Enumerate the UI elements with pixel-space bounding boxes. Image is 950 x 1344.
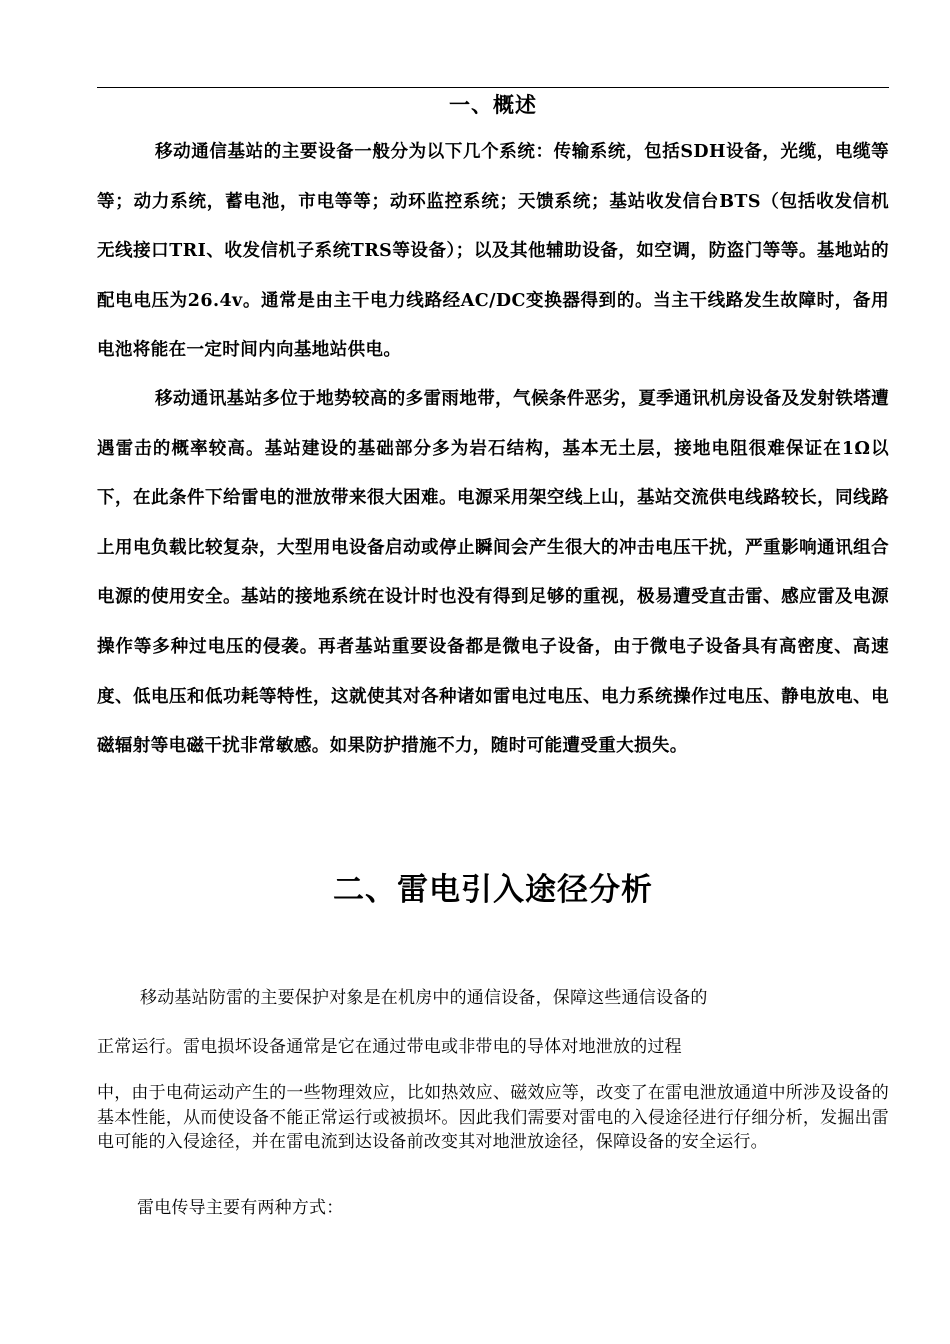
section-2-closing-line: 雷电传导主要有两种方式：: [137, 1198, 344, 1218]
section-2-paragraph-line-1: 移动基站防雷的主要保护对象是在机房中的通信设备，保障这些通信设备的: [140, 988, 708, 1008]
section-1-title: 一、概述: [449, 93, 537, 117]
section-2-paragraph-line-2: 正常运行。雷电损坏设备通常是它在通过带电或非带电的导体对地泄放的过程: [97, 1037, 682, 1057]
section-2-title: 二、雷电引入途径分析: [333, 872, 653, 908]
section-1-paragraph-2: 移动通讯基站多位于地势较高的多雷雨地带，气候条件恶劣，夏季通讯机房设备及发射铁塔遭遇雷击的概率较高。基站建设的基础部分多为岩石结构，基本无土层，接地电阻很难保证在1Ω以下，在此条件下给雷电的泄放带来很大困难。电源采用架空线上山，基站交流供电线路较长，同线路上用电负载比较复杂，大型用电设备启动或停止瞬间会产生很大的冲击电压干扰，严重影响通讯组合电源的使用安全。基站的接地系统在设计时也没有得到足够的重视，极易遭受直击雷、感应雷及电源操作等多种过电压的侵袭。再者基站重要设备都是微电子设备，由于微电子设备具有高密度、高速度、低电压和低功耗等特性，这就使其对各种诸如雷电过电压、电力系统操作过电压、静电放电、电磁辐射等电磁干扰非常敏感。如果防护措施不力，随时可能遭受重大损失。: [97, 389, 889, 757]
section-2-paragraph-line-3: 中，由于电荷运动产生的一些物理效应，比如热效应、磁效应等，改变了在雷电泄放通道中所涉及设备的基本性能，从而使设备不能正常运行或被损坏。因此我们需要对雷电的入侵途径进行仔细分析，发掘出雷电可能的入侵途径，并在雷电流到达设备前改变其对地泄放途径，保障设备的安全运行。: [97, 1083, 889, 1152]
section-1-paragraph-1: 移动通信基站的主要设备一般分为以下几个系统：传输系统，包括SDH设备，光缆，电缆等等；动力系统，蓄电池，市电等等；动环监控系统；天馈系统；基站收发信台BTS（包括收发信机无线接口TRI、收发信机子系统TRS等设备）；以及其他辅助设备，如空调，防盗门等等。基地站的配电电压为26.4v。通常是由主干电力线路经AC/DC变换器得到的。当主干线路发生故障时，备用电池将能在一定时间内向基地站供电。: [97, 142, 889, 361]
header-rule: [97, 87, 889, 88]
